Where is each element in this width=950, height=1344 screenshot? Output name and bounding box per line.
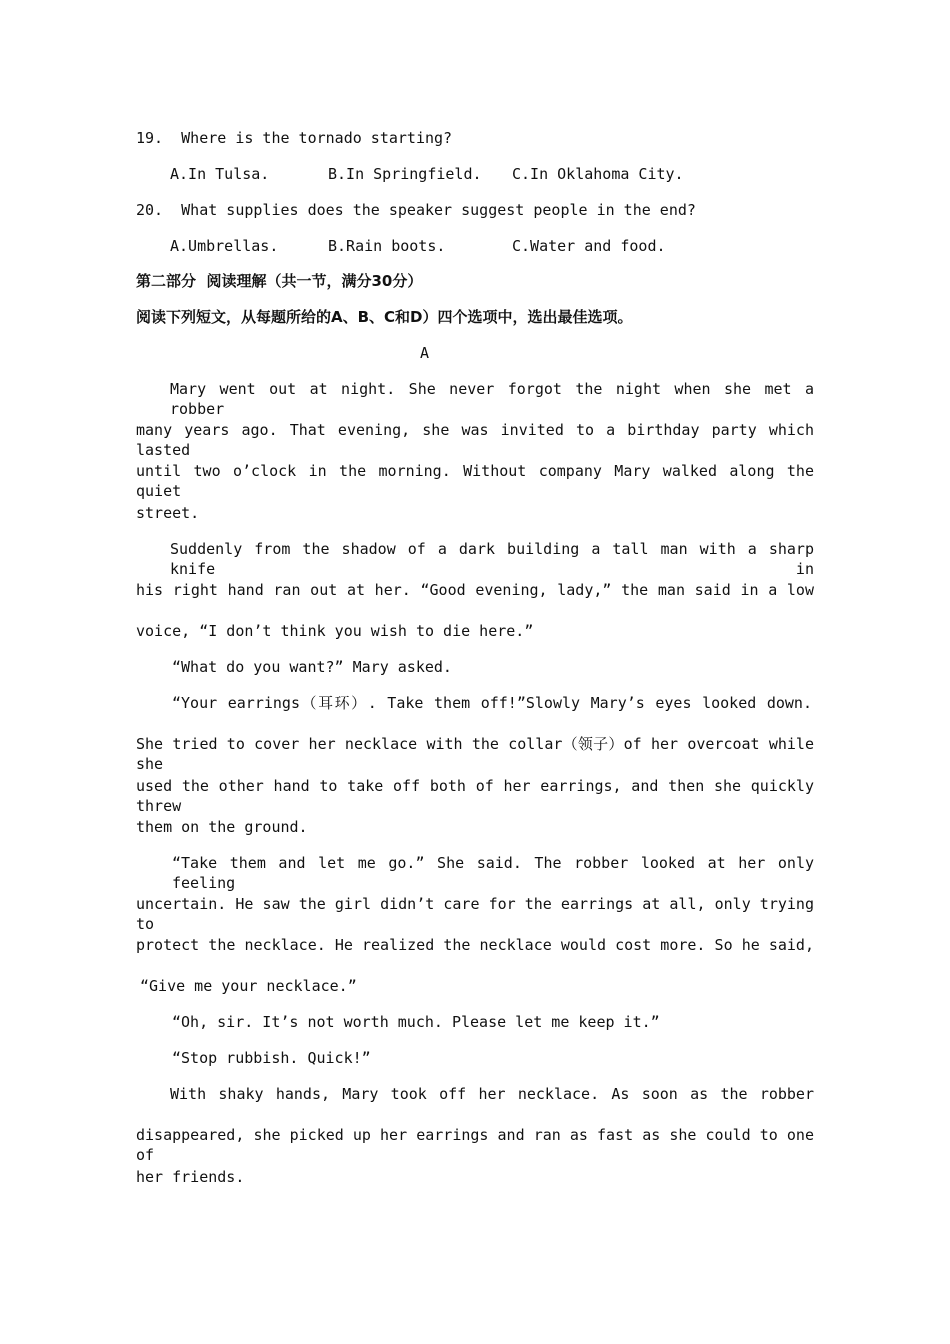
question-19-option-b: B.In Springfield. <box>328 165 482 183</box>
passage-p4-line3: used the other hand to take off both of her earrings, and then she quickly threw <box>136 777 814 815</box>
question-20-stem: 20. What supplies does the speaker suggest people in the end? <box>136 201 696 219</box>
passage-p1-line2: many years ago. That evening, she was invited to a birthday party which lasted <box>136 421 814 459</box>
passage-p4-line4: them on the ground. <box>136 818 308 836</box>
section-heading: 第二部分 阅读理解（共一节，满分30分） <box>136 272 423 290</box>
passage-p2-line1: Suddenly from the shadow of a dark building a tall man with a sharp knife in <box>170 540 814 578</box>
question-19-option-c: C.In Oklahoma City. <box>512 165 684 183</box>
passage-p7-line1: “Stop rubbish. Quick!” <box>172 1049 371 1067</box>
question-19-stem: 19. Where is the tornado starting? <box>136 129 453 147</box>
question-20-option-a: A.Umbrellas. <box>170 237 279 255</box>
passage-p5-line3: protect the necklace. He realized the necklace would cost more. So he said, <box>136 936 814 954</box>
passage-label: A <box>420 344 430 362</box>
passage-p4-line2: She tried to cover her necklace with the collar（领子）of her overcoat while she <box>136 735 814 773</box>
passage-p5-line4: “Give me your necklace.” <box>140 977 357 995</box>
section-instruction: 阅读下列短文，从每题所给的A、B、C和D）四个选项中，选出最佳选项。 <box>136 308 633 326</box>
passage-p8-line1: With shaky hands, Mary took off her necklace. As soon as the robber <box>170 1085 814 1103</box>
passage-p2-line3: voice, “I don’t think you wish to die here.” <box>136 622 534 640</box>
passage-p8-line3: her friends. <box>136 1168 245 1186</box>
passage-p6-line1: “Oh, sir. It’s not worth much. Please let me keep it.” <box>172 1013 660 1031</box>
passage-p1-line1: Mary went out at night. She never forgot the night when she met a robber <box>170 380 814 418</box>
passage-p8-line2: disappeared, she picked up her earrings and ran as fast as she could to one of <box>136 1126 814 1164</box>
passage-p2-line2: his right hand ran out at her. “Good evening, lady,” the man said in a low <box>136 581 814 599</box>
passage-p3-line1: “What do you want?” Mary asked. <box>172 658 452 676</box>
passage-p4-line1: “Your earrings（耳环）. Take them off!”Slowly Mary’s eyes looked down. <box>172 694 812 712</box>
question-20-option-b: B.Rain boots. <box>328 237 446 255</box>
passage-p5-line2: uncertain. He saw the girl didn’t care for the earrings at all, only trying to <box>136 895 814 933</box>
passage-p1-line4: street. <box>136 504 200 522</box>
question-20-option-c: C.Water and food. <box>512 237 666 255</box>
passage-p1-line3: until two o’clock in the morning. Without company Mary walked along the quiet <box>136 462 814 500</box>
question-19-option-a: A.In Tulsa. <box>170 165 270 183</box>
passage-p5-line1: “Take them and let me go.” She said. The robber looked at her only feeling <box>172 854 814 892</box>
